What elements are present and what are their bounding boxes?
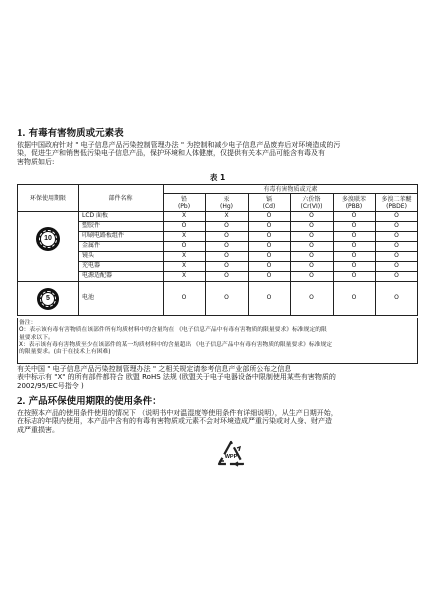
header-group: 有毒有害物质或元素 — [263, 186, 318, 193]
header-substance — [375, 196, 418, 210]
recycling-logo-icon — [213, 440, 249, 470]
substance-name: 多溴联苯 — [341, 196, 366, 203]
table-cell-mark: O — [224, 262, 229, 269]
section2-heading — [17, 396, 162, 407]
table-cell-mark: X — [181, 212, 187, 219]
table-row-part-name: 电源适配器 — [82, 272, 113, 279]
table-row-part-name: 印刷电路板组件 — [82, 232, 125, 239]
substance-symbol: (Cd) — [262, 203, 276, 210]
table-row-part-name: 镜头 — [82, 252, 95, 259]
table-cell-mark: O — [351, 222, 357, 229]
table-cell-mark: O — [309, 294, 314, 301]
section2-title: 产品环保使用期限的使用条件： — [28, 396, 162, 407]
table-cell-mark: O — [224, 232, 229, 239]
compliance-line: 表中标示有 "X" 的所有部件都符合 欧盟 RoHS 法规 (欧盟关于电子电器设备中限制使用某些有害物质的 — [17, 373, 336, 382]
table-cell-mark: X — [181, 232, 187, 239]
header-period: 环保使用期限 — [29, 195, 66, 202]
table-cell-mark: O — [394, 252, 399, 259]
table-cell-mark: O — [309, 222, 314, 229]
header-substance — [248, 196, 290, 210]
table-cell-mark: O — [181, 294, 187, 301]
table-cell-mark: X — [181, 272, 187, 279]
note-line: 备注： — [19, 320, 37, 326]
section1-line: 染，促进生产和销售低污染电子信息产品，保护环境和人体健康，仅提供有关本产品可能含有毒及有 — [17, 149, 325, 158]
table-cell-mark: O — [394, 242, 399, 249]
hazard-table — [17, 184, 418, 316]
section1-line: 害物质如后: — [17, 157, 55, 166]
table-cell-mark: X — [181, 262, 187, 269]
header-substance — [205, 196, 248, 210]
substance-name: 汞 — [223, 196, 230, 203]
substance-symbol: (PBB) — [345, 203, 363, 210]
table-cell-mark: O — [224, 242, 229, 249]
substance-symbol: (Cr(VI)) — [300, 203, 323, 210]
table-cell-mark: O — [266, 272, 272, 279]
table-cell-mark: O — [394, 262, 399, 269]
table-cell-mark: O — [266, 294, 272, 301]
grid-line — [78, 185, 79, 315]
table-cell-mark: O — [351, 242, 357, 249]
section2-line: 在标志的年限内使用，本产品中含有的有毒有害物质或元素不会对环境造成严重污染或对人身、财产造 — [17, 417, 332, 426]
section1-number: 1. — [17, 127, 26, 139]
section1-paragraph — [17, 141, 418, 166]
table-cell-mark: O — [181, 242, 187, 249]
table-cell-mark: O — [309, 252, 314, 259]
table-cell-mark: O — [394, 222, 399, 229]
document-page — [17, 0, 418, 612]
header-part: 部件名称 — [108, 195, 133, 202]
table-cell-mark: O — [351, 294, 357, 301]
section1-heading — [17, 128, 124, 139]
table-cell-mark: O — [266, 262, 272, 269]
section1-line: 依据中国政府针对 " 电子信息产品污染控制管理办法 " 为控制和减少电子信息产品废弃后对环境造成的污 — [17, 141, 341, 149]
table-cell-mark: O — [266, 242, 272, 249]
substance-symbol: (Pb) — [177, 203, 191, 210]
table-cell-mark: O — [394, 212, 399, 219]
eco-period-10-icon — [36, 227, 60, 251]
section2-paragraph — [17, 409, 418, 434]
note-line: 量要求以下。 — [19, 334, 54, 341]
compliance-line: 2002/95/EC号指令 ) — [17, 381, 84, 390]
table-cell-mark: O — [309, 212, 314, 219]
table-cell-mark: O — [351, 252, 357, 259]
note-line: 的限量要求。(由于在技术上有困难) — [19, 349, 111, 356]
substance-name: 铅 — [180, 196, 187, 203]
table-row-part-name: 金属件 — [82, 242, 101, 249]
table-cell-mark: O — [181, 222, 187, 229]
table-cell-mark: O — [266, 222, 272, 229]
table-cell-mark: O — [351, 262, 357, 269]
substance-name: 六价铬 — [302, 196, 321, 203]
table-title: 表 1 — [209, 173, 226, 182]
compliance-line: 有关中国 " 电子信息产品污染控制管理办法 " 之相关规定请参考信息产业部所公布之信息 — [17, 365, 292, 373]
table-cell-mark: O — [351, 232, 357, 239]
table-cell-mark: O — [309, 242, 314, 249]
header-substance — [290, 196, 333, 210]
note-line: X：表示该有毒有害物质至少在该部件的某一均质材料中的含量超出 《电子信息产品中有毒有害物质的限量要求》标准规定 — [19, 341, 333, 348]
compliance-paragraph — [17, 365, 418, 390]
table-cell-mark: O — [309, 262, 314, 269]
badge-number: 10 — [41, 232, 55, 246]
table-cell-mark: O — [394, 272, 399, 279]
table-cell-mark: O — [394, 294, 399, 301]
table-notes — [19, 320, 415, 356]
section2-number: 2. — [17, 395, 26, 407]
substance-name: 多溴二苯醚 — [381, 196, 412, 203]
table-cell-mark: O — [309, 272, 314, 279]
badge-number: 5 — [42, 293, 54, 305]
table-row-part-name: 充电器 — [82, 262, 101, 269]
table-row-part-name: 电池 — [82, 294, 95, 301]
table-cell-mark: O — [351, 272, 357, 279]
table-cell-mark: O — [309, 232, 314, 239]
eco-period-5-icon — [37, 288, 59, 310]
table-cell-mark: O — [266, 212, 272, 219]
table-row-part-name: LCD 面板 — [82, 212, 109, 219]
section1-title: 有毒有害物质或元素表 — [28, 128, 124, 139]
table-cell-mark: O — [266, 232, 272, 239]
table-cell-mark: O — [351, 212, 357, 219]
substance-name: 镉 — [265, 196, 272, 203]
section2-line: 成严重损害。 — [17, 425, 59, 434]
header-substance — [333, 196, 375, 210]
substance-symbol: (Hg) — [219, 203, 233, 210]
table-cell-mark: O — [224, 222, 229, 229]
section2-line: 在按照本产品的使用条件使用的情况下 （说明书中对温湿度等使用条件有详细说明），从生产日期开始， — [17, 409, 338, 417]
table-cell-mark: O — [224, 294, 229, 301]
table-cell-mark: X — [181, 252, 187, 259]
substance-symbol: (PBDE) — [386, 203, 407, 210]
logo-text: WPP — [224, 454, 238, 460]
table-cell-mark: O — [224, 252, 229, 259]
table-cell-mark: O — [394, 232, 399, 239]
table-cell-mark: O — [224, 272, 229, 279]
table-cell-mark: X — [224, 212, 229, 219]
note-line: O：表示该有毒有害物质在该部件所有均质材料中的含量均在 《电子信息产品中有毒有害物质的限量要求》标准规定的限 — [19, 327, 327, 334]
header-substance — [163, 196, 205, 210]
table-cell-mark: O — [266, 252, 272, 259]
table-row-part-name: 塑胶件 — [82, 222, 101, 229]
